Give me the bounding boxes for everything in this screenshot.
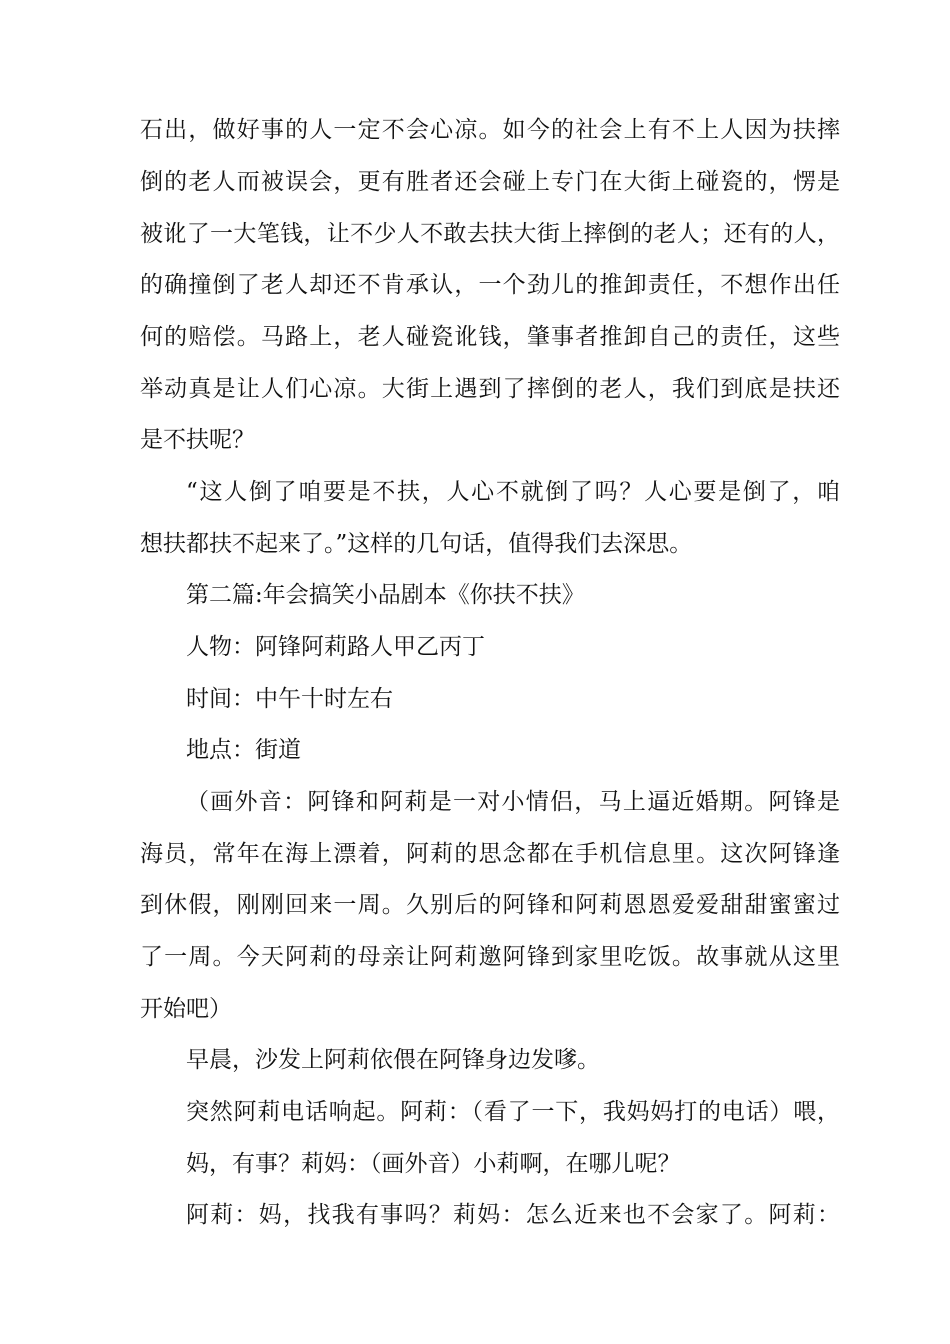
narration-line: 到休假，刚刚回来一周。久别后的阿锋和阿莉恩恩爱爱甜甜蜜蜜过	[140, 892, 840, 918]
narration-line: 海员，常年在海上漂着，阿莉的思念都在手机信息里。这次阿锋逢	[140, 841, 840, 867]
narration-line: 开始吧）	[140, 996, 232, 1022]
body-text-line: 被讹了一大笔钱，让不少人不敢去扶大街上摔倒的老人；还有的人，	[140, 221, 840, 247]
body-text-line: 的确撞倒了老人却还不肯承认，一个劲儿的推卸责任，不想作出任	[140, 272, 840, 298]
body-text-line: 石出，做好事的人一定不会心凉。如今的社会上有不上人因为扶摔	[140, 117, 840, 143]
dialogue-line: 妈，有事？莉妈：（画外音）小莉啊，在哪儿呢？	[186, 1151, 681, 1177]
quote-text-line: 想扶都扶不起来了。”这样的几句话，值得我们去深思。	[140, 531, 693, 557]
section-heading: 第二篇:年会搞笑小品剧本《你扶不扶》	[186, 582, 585, 608]
body-text-line: 倒的老人而被误会，更有胜者还会碰上专门在大街上碰瓷的，愣是	[140, 169, 840, 195]
body-text-line: 是不扶呢？	[140, 427, 255, 453]
body-text-line: 何的赔偿。马路上，老人碰瓷讹钱，肇事者推卸自己的责任，这些	[140, 324, 840, 350]
characters-line: 人物：阿锋阿莉路人甲乙丙丁	[186, 634, 485, 660]
location-line: 地点：街道	[186, 737, 301, 763]
body-text-line: 举动真是让人们心凉。大街上遇到了摔倒的老人，我们到底是扶还	[140, 376, 840, 402]
time-line: 时间：中午十时左右	[186, 686, 393, 712]
narration-line: （画外音：阿锋和阿莉是一对小情侣，马上逼近婚期。阿锋是	[186, 789, 840, 815]
dialogue-line: 阿莉：妈，找我有事吗？莉妈：怎么近来也不会家了。阿莉：	[186, 1202, 840, 1228]
dialogue-line: 突然阿莉电话响起。阿莉：（看了一下，我妈妈打的电话）喂，	[186, 1099, 840, 1125]
quote-text-line: “这人倒了咱要是不扶，人心不就倒了吗？人心要是倒了，咱	[186, 479, 840, 505]
scene-line: 早晨，沙发上阿莉依偎在阿锋身边发嗲。	[186, 1047, 600, 1073]
narration-line: 了一周。今天阿莉的母亲让阿莉邀阿锋到家里吃饭。故事就从这里	[140, 944, 840, 970]
